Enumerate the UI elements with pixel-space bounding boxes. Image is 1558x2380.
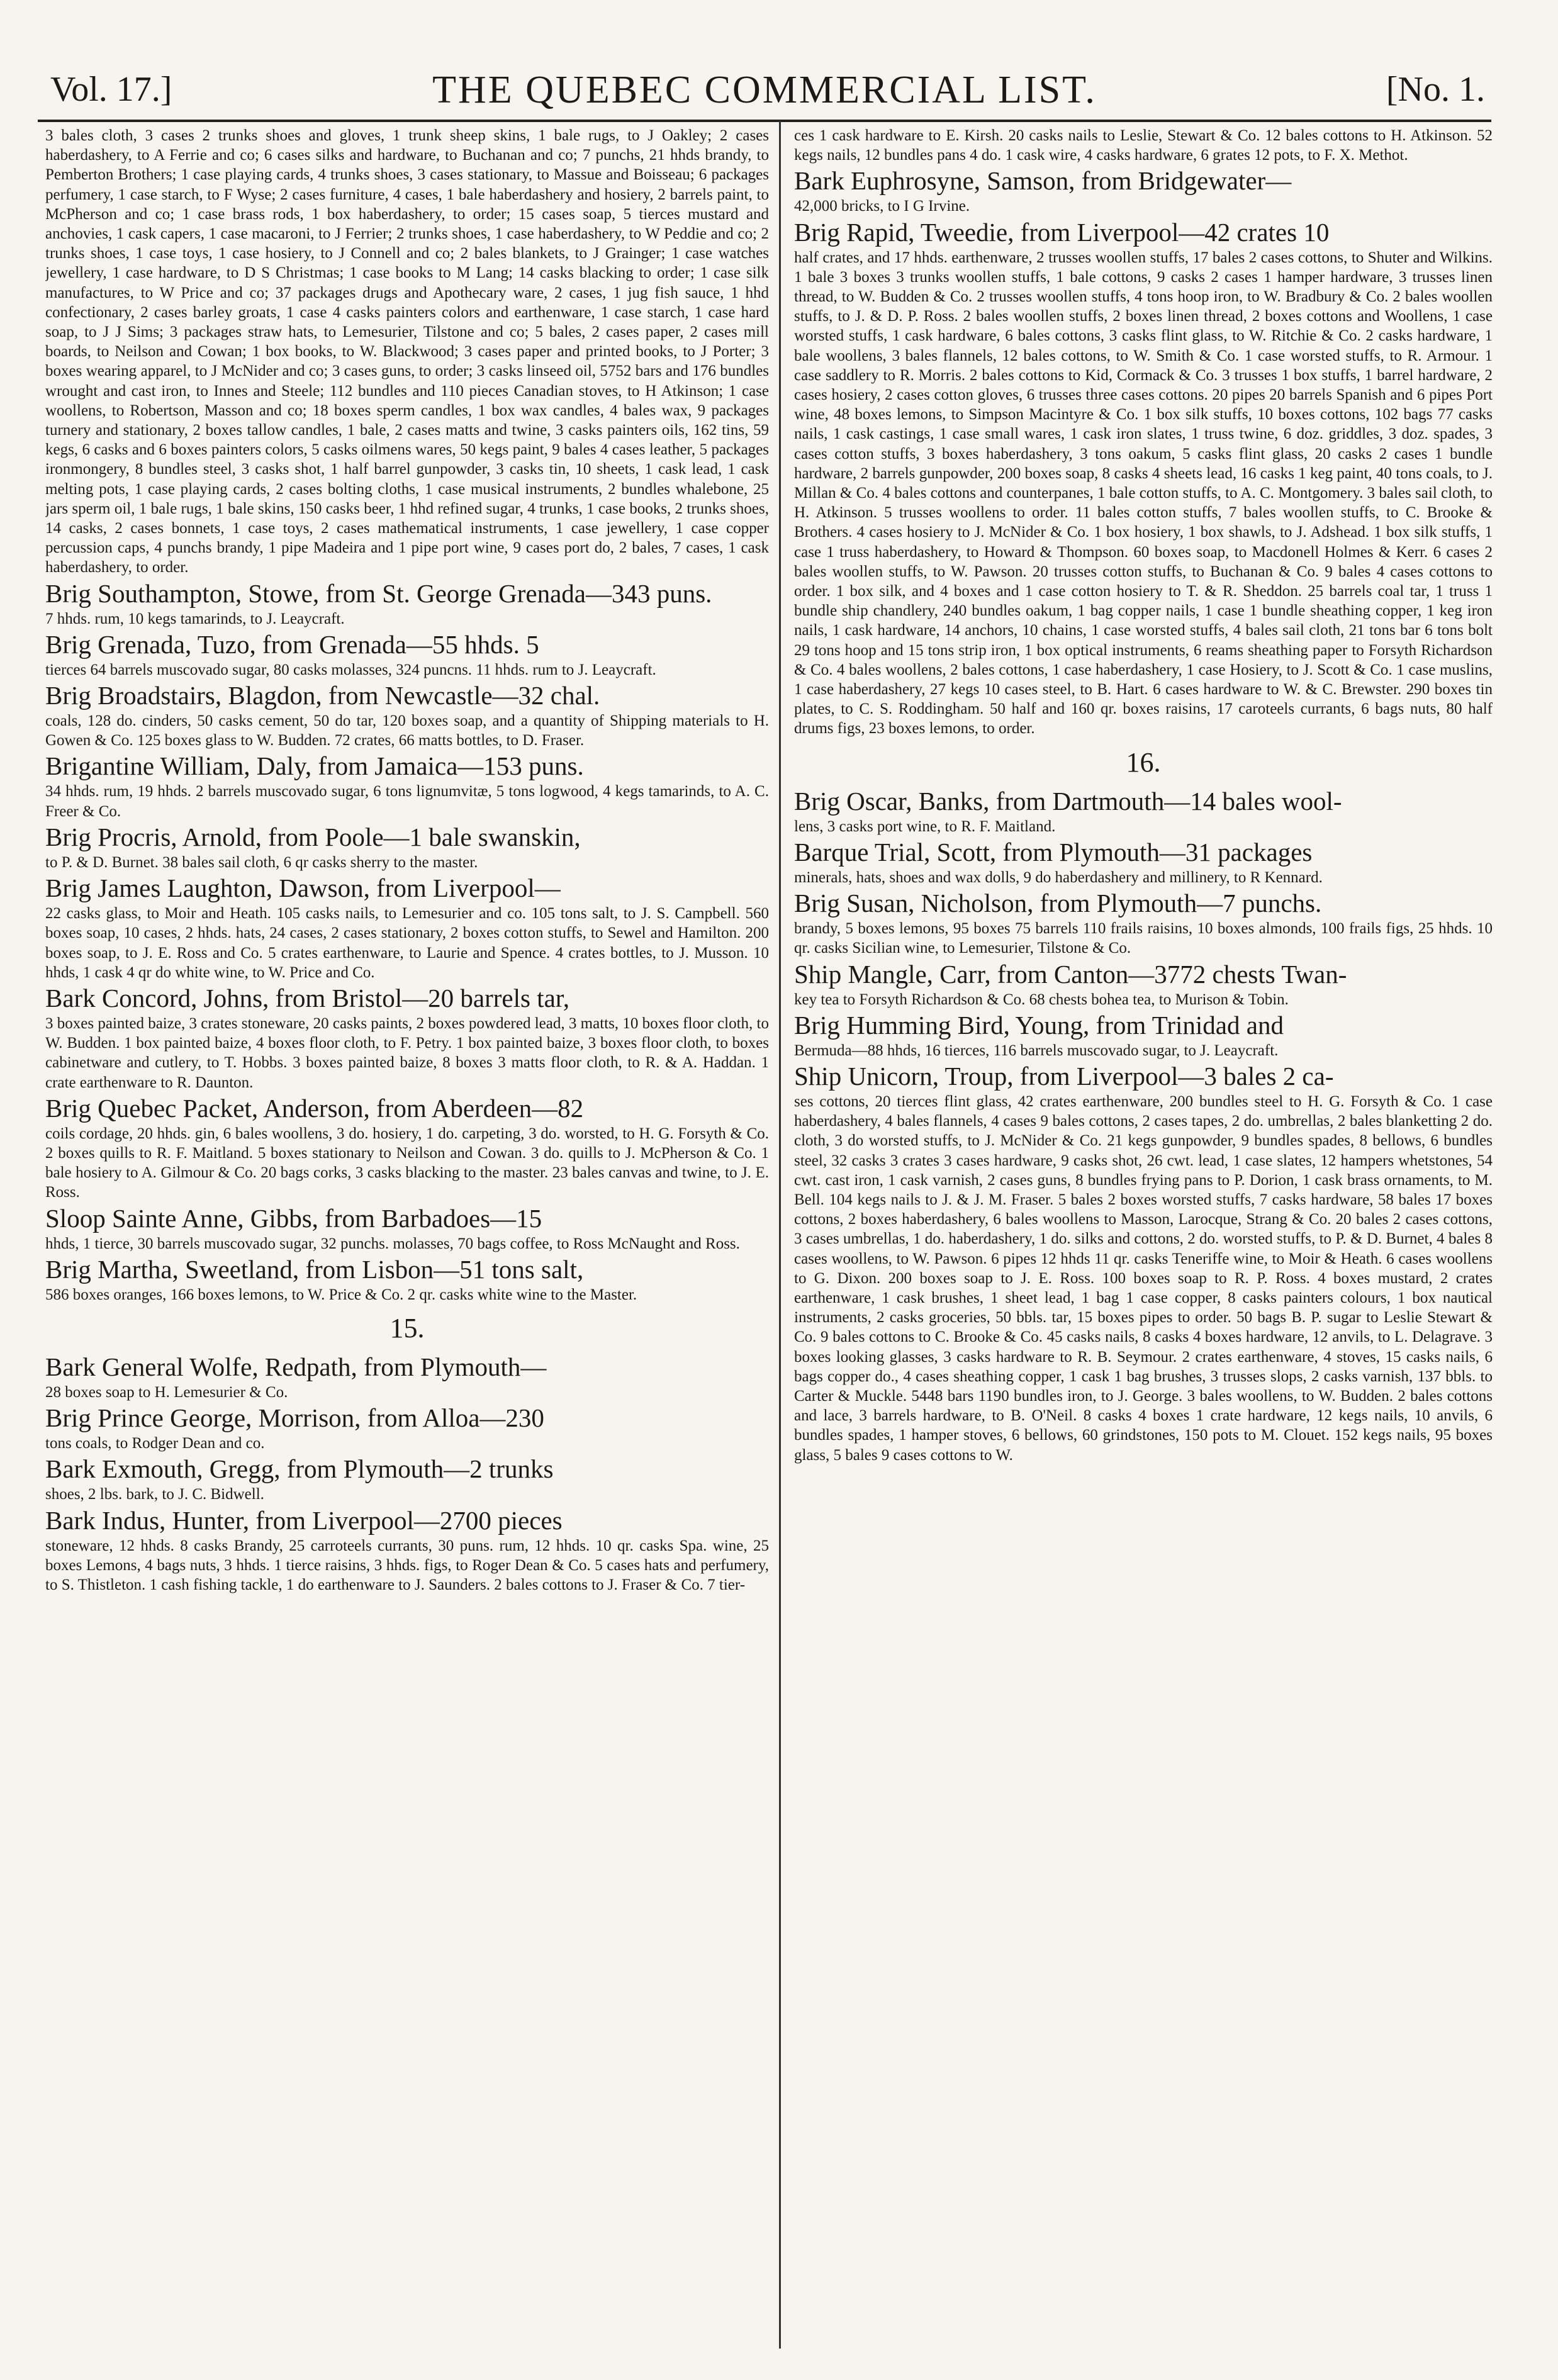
manifest-entry xyxy=(45,1453,769,1504)
manifest-entry xyxy=(794,1060,1493,1465)
entry-head: Ship Mangle, Carr, from Canton—3772 chests Twan- xyxy=(794,959,1347,989)
entry-head: Brig Rapid, Tweedie, from Liverpool—42 crates 10 xyxy=(794,217,1330,247)
entry-body: coils cordage, 20 hhds. gin, 6 bales woollens, 3 do. hosiery, 1 do. carpeting, 3 do. worsted, to H. G. Forsyth & Co. 2 boxes quills to R. F. Maitland. 5 boxes stationary to Neilson and Cowan. 3 do. quills to J. McPherson & Co. 1 bale hosiery to A. Gilmour & Co. 20 bags corks, 3 casks blacking to the master. 23 bales canvas and twine, to J. E. Ross. xyxy=(45,1125,769,1201)
entry-head: Ship Unicorn, Troup, from Liverpool—3 bales 2 ca- xyxy=(794,1061,1334,1091)
entry-body: tierces 64 barrels muscovado sugar, 80 casks molasses, 324 puncns. 11 hhds. rum to J. Leaycraft. xyxy=(45,661,656,678)
manifest-entry xyxy=(45,750,769,821)
entry-body: ses cottons, 20 tierces flint glass, 42 crates earthenware, 200 bundles steel to H. G. Forsyth & Co. 1 case haberdashery, 4 bales flannels, 4 cases 9 bales cottons, 2 cases tapes, 2 do. umbrellas, 2 bales blanketting 2 do. cloth, 3 do worsted stuffs, to J. McNider & Co. 21 kegs gunpowder, 9 bundles spades, 8 bellows, 6 bundles steel, 32 casks 3 crates 3 cases hardware, 9 casks shot, 26 cwt. lead, 1 case slates, 12 hampers whetstones, 54 cwt. cast iron, 1 cask varnish, 2 cases guns, 8 bundles frying pans to P. Dorion, 1 cask brass ornaments, to M. Bell. 104 kegs nails to J. & J. M. Fraser. 5 bales 2 boxes worsted stuffs, 7 casks hardware, 58 bales 17 boxes cottons, 2 boxes haberdashery, 6 bales woollens to Masson, Larocque, Strang & Co. 20 bales 2 cases cottons, 3 cases umbrellas, 1 do. haberdashery, 1 do. silks and cottons, 2 do. worsted stuffs, to P. & D. Burnet, 4 bales 8 cases woollens, to W. Pawson. 6 pipes 12 hhds 11 qr. casks Teneriffe wine, to Moir & Heath. 6 cases woollens to G. Dixon. 200 boxes soap to J. E. Ross. 100 boxes soap to R. P. Ross. 4 boxes mustard, 2 crates earthenware, 1 cask brushes, 1 sheet lead, 1 bag 1 case copper, 8 casks painters colours, 1 box nautical instruments, 2 casks groceries, 50 bbls. tar, 15 boxes pipes to order. 50 bags B. P. sugar to Leslie Stewart & Co. 9 bales cottons to C. Brooke & Co. 45 casks nails, 8 casks 4 boxes hardware, 12 anvils, to L. Delagrave. 3 boxes looking glasses, 3 casks hardware to R. B. Seymour. 2 crates earthenware, 4 stoves, 15 casks nails, 6 bags copper do., 4 cases sheathing copper, 1 cask 1 bag brushes, 3 trusses slops, 2 casks varnish, 137 bbls. to Carter & Muckle. 5448 bars 1190 bundles iron, to J. George. 3 bales woollens, to W. Budden. 2 bales cottons and lace, 3 barrels hardware, to B. O'Neil. 8 casks 4 boxes 1 crate hardware, 12 kegs nails, 10 anvils, 6 bundles spades, 1 hamper stoves, 6 bellows, 60 grindstones, 150 pots to M. Clouet. 152 kegs nails, 95 boxes glass, 5 bales 9 cases cottons to W. xyxy=(794,1092,1493,1464)
entry-body: lens, 3 casks port wine, to R. F. Maitland. xyxy=(794,817,1056,835)
column-divider xyxy=(779,121,781,2349)
manifest-entry xyxy=(794,216,1493,739)
left-intro-text: 3 bales cloth, 3 cases 2 trunks shoes and gloves, 1 trunk sheep skins, 1 bale rugs, to J Oakley; 2 cases haberdashery, to A Ferrie and co; 6 cases silks and hardware, to Buchanan and co; 7 punchs, 21 hhds brandy, to Pemberton Brothers; 1 case playing cards, 4 trunks shoes, 3 cases stationary, to Massue and Boisseau; 6 packages perfumery, 1 case starch, to F Wyse; 2 cases furniture, 4 cases, 1 bale haberdashery and hosiery, 2 barrels paint, to McPherson and co; 1 case brass rods, 1 box haberdashery, to order; 15 cases soap, 5 tierces mustard and anchovies, 1 cask capers, 1 case macaroni, to J Ferrier; 2 trunks shoes, 1 case haberdashery, to W Peddie and co; 2 trunks shoes, 1 case toys, 1 case hosiery, to J Connell and co; 2 bales blankets, to J Grainger; 1 case watches jewellery, 1 case hardware, to D S Christmas; 1 case books to M Lang; 14 casks blacking to order; 1 case silk manufactures, to W Price and co; 37 packages drugs and Apothecary ware, 2 cases, 1 jug fish sauce, 1 hhd confectionary, 2 cases barley groats, 1 case 4 casks painters colors and earthenware, 1 case starch, 1 case hard soap, to J J Sims; 3 packages straw hats, to Lemesurier, Tilstone and co; 5 bales, 2 cases paper, 2 cases mill boards, to Neilson and Cowan; 1 box books, to W. Blackwood; 3 cases paper and printed books, to J Porter; 3 boxes wearing apparel, to J McNider and co; 3 cases guns, to order; 3 casks linseed oil, 5752 bars and 176 bundles wrought and cast iron, to Innes and Steele; 112 bundles and 110 pieces Canadian stoves, to H Atkinson; 1 case woollens, to Robertson, Masson and co; 18 boxes sperm candles, 1 box wax candles, 4 bales wax, 9 packages turnery and stationary, 2 boxes tallow candles, 1 bale, 2 cases matts and twine, 3 casks painters oils, 162 tins, 59 kegs, 6 casks and 6 boxes painters colors, 5 casks oilmens wares, 50 kegs paint, 9 bales 4 cases leather, 5 packages ironmongery, 8 bundles steel, 3 casks shot, 1 half barrel gunpowder, 3 casks tin, 10 sheets, 1 cask lead, 1 cask melting pots, 1 case playing cards, 2 cases bolting cloths, 1 case musical instruments, 2 bundles whalebone, 25 jars sperm oil, 1 bale rugs, 1 bale skins, 150 casks beer, 1 hhd refined sugar, 4 trunks, 1 case books, 2 trunks shoes, 14 casks, 2 cases bonnets, 1 case toys, 2 cases mathematical instruments, 1 case jewellery, 1 case copper percussion caps, 4 punchs brandy, 1 pipe Madeira and 1 pipe port wine, 9 cases port do, 2 bales, 7 cases, 1 cask haberdashery, to order. xyxy=(45,127,769,576)
left-entries-2 xyxy=(45,1351,769,1595)
entry-head: Bark Indus, Hunter, from Liverpool—2700 pieces xyxy=(45,1505,563,1535)
manifest-entry xyxy=(45,872,769,982)
right-intro-text: ces 1 cask hardware to E. Kirsh. 20 casks nails to Leslie, Stewart & Co. 12 bales cottons to H. Atkinson. 52 kegs nails, 12 bundles pans 4 do. 1 cask wire, 4 casks hardware, 6 grates 12 pots, to F. X. Methot. xyxy=(794,127,1493,164)
left-column xyxy=(45,126,769,2341)
entry-head: Sloop Sainte Anne, Gibbs, from Barbadoes—15 xyxy=(45,1203,542,1233)
entry-body: 34 hhds. rum, 19 hhds. 2 barrels muscovado sugar, 6 tons lignumvitæ, 5 tons logwood, 4 kegs tamarinds, to A. C. Freer & Co. xyxy=(45,783,769,820)
entry-head: Bark General Wolfe, Redpath, from Plymouth— xyxy=(45,1352,547,1381)
manifest-entry xyxy=(794,958,1493,1009)
entry-body: 586 boxes oranges, 166 boxes lemons, to W. Price & Co. 2 qr. casks white wine to the Master. xyxy=(45,1286,637,1303)
entry-body: shoes, 2 lbs. bark, to J. C. Bidwell. xyxy=(45,1486,264,1503)
manifest-entry xyxy=(794,887,1493,958)
page-header xyxy=(38,63,1491,122)
entry-body: tons coals, to Rodger Dean and co. xyxy=(45,1435,265,1452)
entry-body: coals, 128 do. cinders, 50 casks cement, 50 do tar, 120 boxes soap, and a quantity of Shipping materials to H. Gowen & Co. 125 boxes glass to W. Budden. 72 crates, 66 matts bottles, to D. Fraser. xyxy=(45,712,769,749)
entry-body: brandy, 5 boxes lemons, 95 boxes 75 barrels 110 frails raisins, 10 boxes almonds, 100 frails figs, 25 hhds. 10 qr. casks Sicilian wine, to Lemesurier, Tilstone & Co. xyxy=(794,920,1493,957)
entry-body: minerals, hats, shoes and wax dolls, 9 do haberdashery and millinery, to R Kennard. xyxy=(794,868,1323,886)
manifest-entry xyxy=(45,680,769,750)
entry-head: Bark Exmouth, Gregg, from Plymouth—2 trunks xyxy=(45,1454,554,1484)
entry-head: Brig Oscar, Banks, from Dartmouth—14 bales wool- xyxy=(794,786,1342,816)
manifest-entry xyxy=(45,1402,769,1453)
right-entries xyxy=(794,165,1493,738)
left-entries xyxy=(45,578,769,1305)
volume-label: Vol. 17.] xyxy=(50,70,172,109)
page-title: THE QUEBEC COMMERCIAL LIST. xyxy=(432,69,1097,111)
manifest-entry xyxy=(794,785,1493,836)
manifest-entry xyxy=(794,165,1493,216)
entry-body: Bermuda—88 hhds, 16 tierces, 116 barrels muscovado sugar, to J. Leaycraft. xyxy=(794,1041,1279,1059)
manifest-entry xyxy=(45,1351,769,1402)
entry-head: Brig Martha, Sweetland, from Lisbon—51 tons salt, xyxy=(45,1254,584,1284)
entry-head: Brig Prince George, Morrison, from Alloa—230 xyxy=(45,1403,544,1433)
entry-head: Brig Humming Bird, Young, from Trinidad and xyxy=(794,1010,1284,1040)
manifest-entry xyxy=(45,1203,769,1254)
right-entries-2 xyxy=(794,785,1493,1465)
entry-body: 22 casks glass, to Moir and Heath. 105 casks nails, to Lemesurier and co. 105 tons salt, to J. S. Campbell. 560 boxes soap, 10 cases, 2 hhds. hats, 24 cases, 2 cases stationary, 2 boxes cotton stuffs, to Sewel and Hamilton. 200 boxes soap, to J. E. Ross and Co. 5 crates earthenware, to Laurie and Spence. 4 crates bottles, to J. Musson. 10 hhds, 1 cask 4 qr do white wine, to W. Price and Co. xyxy=(45,905,769,981)
date-heading: 16. xyxy=(1126,746,1161,778)
manifest-entry xyxy=(45,629,769,680)
entry-head: Brig Susan, Nicholson, from Plymouth—7 punchs. xyxy=(794,889,1322,918)
manifest-entry xyxy=(45,821,769,872)
issue-number: [No. 1. xyxy=(1386,70,1485,109)
entry-head: Brig Southampton, Stowe, from St. George Grenada—343 puns. xyxy=(45,578,712,608)
entry-head: Brig Broadstairs, Blagdon, from Newcastle—32 chal. xyxy=(45,681,600,710)
entry-body: 28 boxes soap to H. Lemesurier & Co. xyxy=(45,1383,288,1401)
entry-head: Bark Euphrosyne, Samson, from Bridgewater— xyxy=(794,166,1292,196)
entry-body: stoneware, 12 hhds. 8 casks Brandy, 25 carroteels currants, 30 puns. rum, 12 hhds. 10 qr. casks Spa. wine, 25 boxes Lemons, 4 bags nuts, 3 hhds. 1 tierce raisins, 3 hhds. figs, to Roger Dean & Co. 5 cases hats and perfumery, to S. Thistleton. 1 cash fishing tackle, 1 do earthenware to J. Saunders. 2 bales cottons to J. Fraser & Co. 7 tier- xyxy=(45,1537,769,1593)
entry-body: to P. & D. Burnet. 38 bales sail cloth, 6 qr casks sherry to the master. xyxy=(45,853,478,871)
date-heading: 15. xyxy=(390,1312,425,1344)
manifest-entry xyxy=(794,836,1493,887)
entry-head: Bark Concord, Johns, from Bristol—20 barrels tar, xyxy=(45,983,570,1013)
entry-head: Barque Trial, Scott, from Plymouth—31 packages xyxy=(794,837,1313,867)
entry-body: half crates, and 17 hhds. earthenware, 2 trusses woollen stuffs, 17 bales 2 cases cottons, to Shuter and Wilkins. 1 bale 3 boxes 3 trunks woollen stuffs, 1 bale cottons, 9 casks 2 cases 1 hamper hardware, 3 trusses linen thread, to W. Budden & Co. 2 trusses woollen stuffs, 4 tons hoop iron, to W. Bradbury & Co. 2 bales woollen stuffs, to J. & D. P. Ross. 2 bales woollen stuffs, 2 boxes linen thread, 2 boxes cottons and Woollens, 1 case worsted stuffs, 1 cask hardware, 6 bales cottons, 3 casks flint glass, to W. Ritchie & Co. 2 casks hardware, 1 bale woollens, 3 bales flannels, 12 bales cottons, to W. Smith & Co. 1 case worsted stuffs, to R. Armour. 1 case saddlery to R. Morris. 2 bales cottons to Kid, Cormack & Co. 3 trusses 1 box stuffs, 1 barrel hardware, 2 cases hosiery, 2 cases cotton gloves, 6 trusses three cases cottons. 20 pipes 20 barrels Spanish and 6 pipes Port wine, 48 boxes lemons, to Simpson Macintyre & Co. 1 box silk stuffs, 10 boxes cottons, 102 bags 77 casks nails, 1 cask castings, 1 case small wares, 1 cask iron slates, 1 truss twine, 6 doz. griddles, 3 doz. spades, 3 cases cotton stuffs, 3 boxes haberdashery, 3 tons oakum, 5 casks flint glass, 20 casks 2 cases 1 bundle hardware, 2 barrels gunpowder, 200 boxes soap, 8 casks 4 sheets lead, 16 casks 1 keg paint, 40 tons coals, to J. Millan & Co. 4 bales cottons and counterpanes, 1 bale cotton stuffs, to A. C. Montgomery. 3 bales sail cloth, to H. Atkinson. 5 trusses woollens to order. 11 bales cotton stuffs, 7 bales woollen stuffs, to C. Brooke & Brothers. 4 cases hosiery to J. McNider & Co. 1 box hosiery, 1 box shawls, to J. Adshead. 1 box silk stuffs, 1 case 1 truss haberdashery, to Howard & Thompson. 60 boxes soap, to Macdonell Holmes & Kerr. 6 cases 2 bales woollen stuffs, to W. Pawson. 20 trusses cotton stuffs, to Buchanan & Co. 9 bales 4 cases cottons to order. 1 box silk, and 4 boxes and 1 case cotton hosiery to T. & R. Sheddon. 25 barrels coal tar, 1 truss 1 bundle ship chandlery, 240 bundles oakum, 1 bag copper nails, 1 case 1 bundle sheathing copper, 1 keg iron nails, 1 cask hardware, 14 anchors, 10 chains, 1 case worsted stuffs, 4 bales sail cloth, 21 tons bar 6 tons bolt 29 tons hoop and 15 tons strip iron, 1 box optical instruments, 6 reams sheathing paper to Forsyth Richardson & Co. 4 bales woollens, 2 bales cottons, 1 case haberdashery, 1 case Hosiery, to J. Scott & Co. 1 case muslins, 1 case haberdashery, 27 kegs 10 cases steel, to B. Hart. 6 cases hardware to W. & C. Brewster. 290 boxes tin plates, to C. S. Roddingham. 50 half and 160 qr. boxes raisins, 17 caroteels currants, 6 bags nuts, 80 half drums figs, 23 boxes lemons, to order. xyxy=(794,249,1493,738)
entry-head: Brig Quebec Packet, Anderson, from Aberdeen—82 xyxy=(45,1093,584,1123)
entry-head: Brig Procris, Arnold, from Poole—1 bale swanskin, xyxy=(45,822,581,851)
manifest-entry xyxy=(45,578,769,629)
manifest-entry xyxy=(45,1092,769,1203)
entry-head: Brig Grenada, Tuzo, from Grenada—55 hhds. 5 xyxy=(45,629,539,659)
entry-body: 3 boxes painted baize, 3 crates stoneware, 20 casks paints, 2 boxes powdered lead, 3 matts, 10 boxes floor cloth, to W. Budden. 1 box painted baize, 4 boxes floor cloth, to F. Petry. 1 box painted baize, 3 boxes floor cloth, to boxes cabinetware and cutlery, to T. Hobbs. 3 boxes painted baize, 8 boxes 3 matts floor cloth, to R. & A. Haddan. 1 crate earthenware to R. Daunton. xyxy=(45,1014,769,1091)
entry-body: key tea to Forsyth Richardson & Co. 68 chests bohea tea, to Murison & Tobin. xyxy=(794,991,1289,1008)
entry-head: Brigantine William, Daly, from Jamaica—153 puns. xyxy=(45,751,584,781)
manifest-entry xyxy=(45,1254,769,1305)
entry-head: Brig James Laughton, Dawson, from Liverpool— xyxy=(45,873,561,903)
entry-body: 7 hhds. rum, 10 kegs tamarinds, to J. Leaycraft. xyxy=(45,610,345,627)
entry-body: hhds, 1 tierce, 30 barrels muscovado sugar, 32 punchs. molasses, 70 bags coffee, to Ross McNaught and Ross. xyxy=(45,1235,740,1252)
right-column xyxy=(794,126,1493,2341)
manifest-entry xyxy=(794,1009,1493,1060)
entry-body: 42,000 bricks, to I G Irvine. xyxy=(794,198,970,215)
manifest-entry xyxy=(45,982,769,1092)
manifest-entry xyxy=(45,1505,769,1595)
